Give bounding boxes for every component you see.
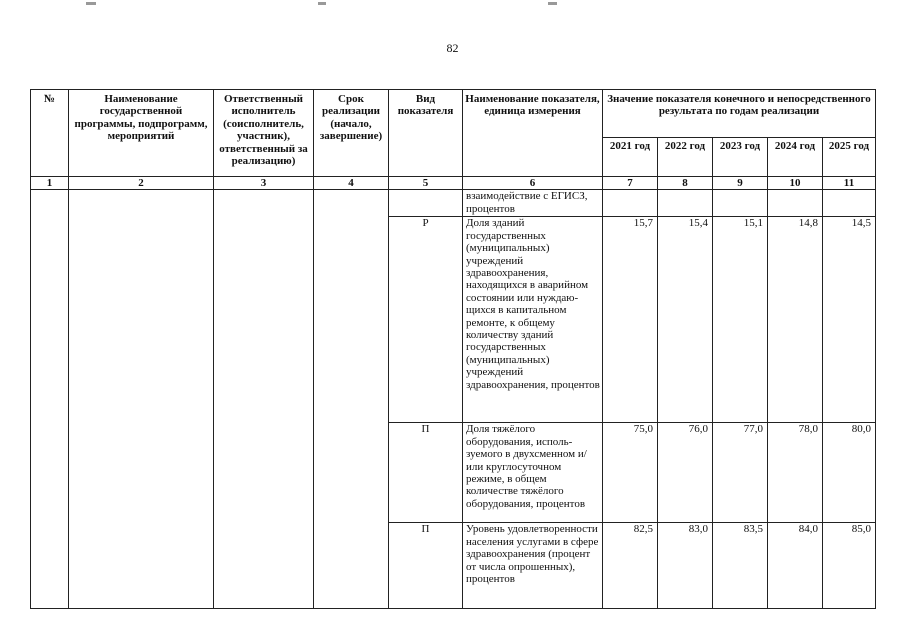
cell-value: 83,5 [713, 523, 768, 609]
header-year: 2021 год [603, 138, 658, 177]
cell-kind: П [389, 523, 463, 609]
cell-period-empty [314, 190, 389, 609]
cell-kind: Р [389, 217, 463, 423]
header-no: № [31, 90, 69, 177]
cell-indicator: Доля тяжёлого оборудования, исполь-зуемого в двухсменном и/или круглосуточном режиме, в общем количестве тяжёлого оборудования, процентов [463, 423, 603, 523]
scan-artifact [86, 2, 96, 5]
cell-value: 15,4 [658, 217, 713, 423]
header-year: 2022 год [658, 138, 713, 177]
cell-kind [389, 190, 463, 217]
header-indicator: Наименование показателя, единица измерения [463, 90, 603, 177]
column-number: 9 [713, 177, 768, 190]
cell-executor-empty [214, 190, 314, 609]
column-number: 5 [389, 177, 463, 190]
cell-value [768, 190, 823, 217]
cell-value [603, 190, 658, 217]
cell-value: 76,0 [658, 423, 713, 523]
cell-value: 15,7 [603, 217, 658, 423]
column-number: 2 [69, 177, 214, 190]
header-year: 2024 год [768, 138, 823, 177]
header-values-group: Значение показателя конечного и непосредственного результата по годам реализации [603, 90, 876, 138]
cell-value [823, 190, 876, 217]
cell-value: 75,0 [603, 423, 658, 523]
header-year: 2023 год [713, 138, 768, 177]
cell-value: 77,0 [713, 423, 768, 523]
column-number-row [31, 177, 876, 190]
column-number: 7 [603, 177, 658, 190]
cell-indicator: Доля зданий государственных (муниципальных) учреждений здравоохранения, находящихся в аварийном состоянии или нуждаю-щихся в капитальном ремонте, к общему количеству зданий государственных (муниципальных) учреждений здравоохранения, процентов [463, 217, 603, 423]
cell-indicator: Уровень удовлетворенности населения услугами в сфере здравоохранения (процент от числа опрошенных), процентов [463, 523, 603, 609]
cell-program-empty [69, 190, 214, 609]
column-number: 6 [463, 177, 603, 190]
cell-value [713, 190, 768, 217]
header-year: 2025 год [823, 138, 876, 177]
cell-value: 85,0 [823, 523, 876, 609]
header-period: Срок реализации (начало, завершение) [314, 90, 389, 177]
column-number: 1 [31, 177, 69, 190]
column-number: 4 [314, 177, 389, 190]
cell-value [658, 190, 713, 217]
scan-artifact [318, 2, 326, 5]
header-program: Наименование государственной программы, подпрограмм, мероприятий [69, 90, 214, 177]
indicators-table [30, 89, 876, 609]
cell-value: 78,0 [768, 423, 823, 523]
column-number: 8 [658, 177, 713, 190]
header-executor: Ответственный исполнитель (соисполнитель, участник), ответственный за реализацию) [214, 90, 314, 177]
table-row [31, 190, 876, 217]
page-number: 82 [446, 41, 459, 55]
header-row-top [31, 90, 876, 138]
cell-value: 83,0 [658, 523, 713, 609]
cell-value: 80,0 [823, 423, 876, 523]
cell-value: 14,5 [823, 217, 876, 423]
cell-value: 84,0 [768, 523, 823, 609]
cell-value: 15,1 [713, 217, 768, 423]
cell-indicator: взаимодействие с ЕГИСЗ, процентов [463, 190, 603, 217]
column-number: 11 [823, 177, 876, 190]
column-number: 10 [768, 177, 823, 190]
cell-value: 14,8 [768, 217, 823, 423]
column-number: 3 [214, 177, 314, 190]
scan-artifact [548, 2, 557, 5]
cell-no-empty [31, 190, 69, 609]
header-kind: Вид показателя [389, 90, 463, 177]
cell-value: 82,5 [603, 523, 658, 609]
cell-kind: П [389, 423, 463, 523]
